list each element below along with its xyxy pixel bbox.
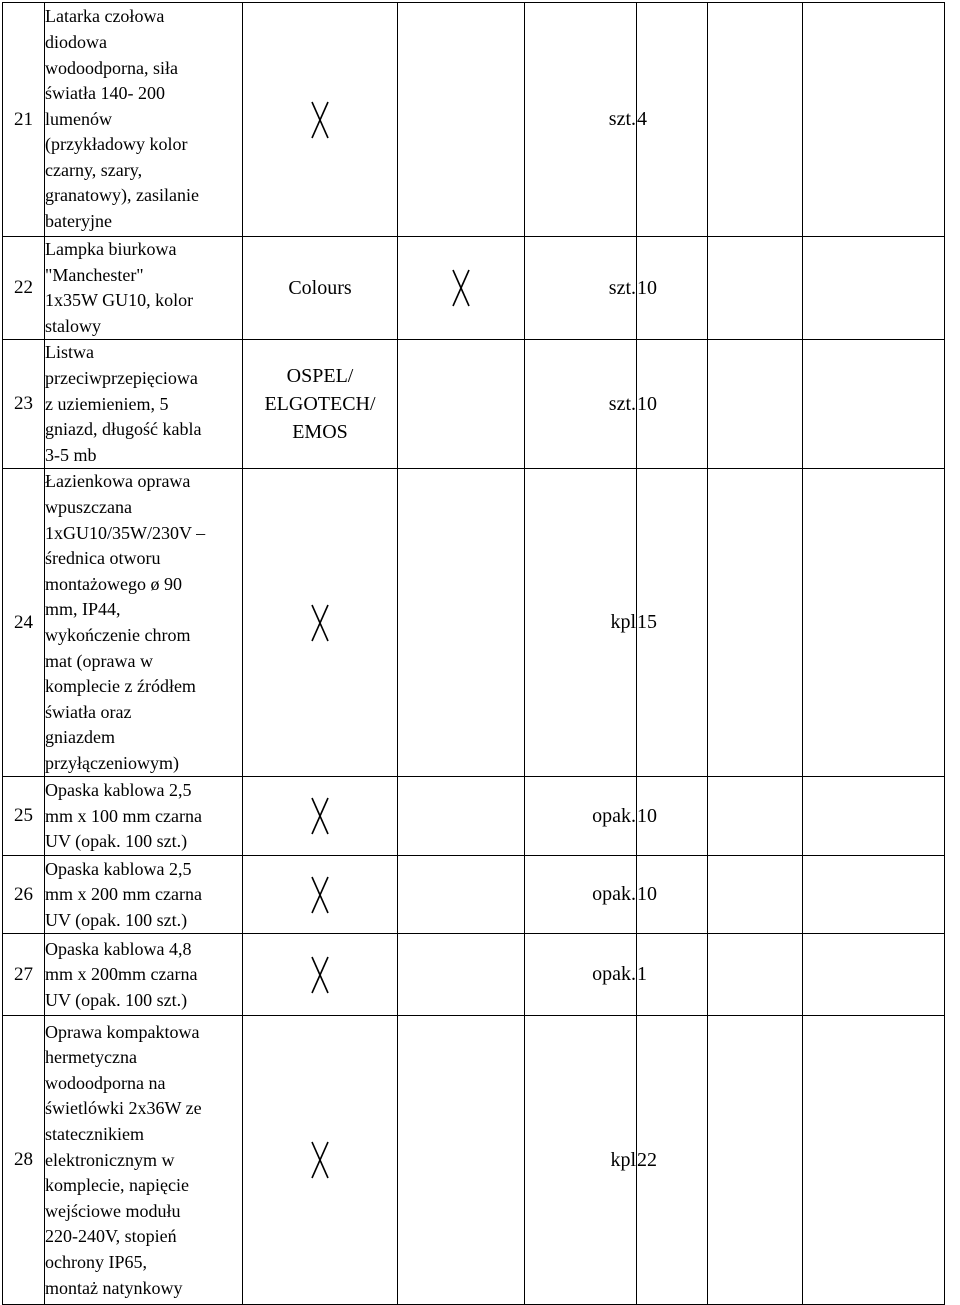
row-number: 24 xyxy=(3,469,45,777)
table-row xyxy=(3,1016,945,1305)
item-description: Opaska kablowa 2,5 mm x 200 mm czarna UV (opak. 100 szt.) xyxy=(45,858,202,930)
table-body xyxy=(3,3,945,1305)
model-cell xyxy=(398,934,525,1016)
item-description-cell xyxy=(45,777,243,856)
quantity: 22 xyxy=(637,1016,708,1305)
brand-cell xyxy=(243,934,398,1016)
model-cell xyxy=(398,469,525,777)
cross-mark-icon xyxy=(310,1141,330,1179)
item-description: Opaska kablowa 4,8 mm x 200mm czarna UV (opak. 100 szt.) xyxy=(45,938,198,1010)
total-value-cell xyxy=(803,3,945,237)
item-description: Latarka czołowa diodowa wodoodporna, siła światła 140- 200 lumenów (przykładowy kolor czarny, szary, granatowy), zasilanie bateryjne xyxy=(45,6,199,232)
unit-price-cell xyxy=(708,1016,803,1305)
total-value-cell xyxy=(803,777,945,856)
unit-price-cell xyxy=(708,777,803,856)
unit-of-measure: opak. xyxy=(525,934,637,1016)
unit-of-measure: szt. xyxy=(525,3,637,237)
unit-of-measure: kpl xyxy=(525,469,637,777)
row-number: 22 xyxy=(3,237,45,340)
brand-name: OSPEL/ ELGOTECH/ EMOS xyxy=(264,365,376,444)
brand-cell xyxy=(243,340,398,469)
model-cell xyxy=(398,856,525,934)
specification-table xyxy=(2,2,945,1305)
cross-mark-icon xyxy=(310,604,330,642)
brand-cell xyxy=(243,3,398,237)
total-value-cell xyxy=(803,469,945,777)
quantity: 10 xyxy=(637,856,708,934)
item-description-cell xyxy=(45,934,243,1016)
item-description: Listwa przeciwprzepięciowa z uziemieniem, 5 gniazd, długość kabla 3-5 mb xyxy=(45,342,202,465)
model-cell xyxy=(398,237,525,340)
unit-price-cell xyxy=(708,469,803,777)
unit-price-cell xyxy=(708,856,803,934)
total-value-cell xyxy=(803,237,945,340)
item-description: Oprawa kompaktowa hermetyczna wodoodporna na świetlówki 2x36W ze statecznikiem elektronicznym w komplecie, napięcie wejściowe modułu 220-240V, stopień ochrony IP65, montaż natynkowy xyxy=(45,1021,202,1298)
row-number: 28 xyxy=(3,1016,45,1305)
item-description-cell xyxy=(45,237,243,340)
row-number: 25 xyxy=(3,777,45,856)
quantity: 10 xyxy=(637,340,708,469)
quantity: 10 xyxy=(637,777,708,856)
item-description: Łazienkowa oprawa wpuszczana 1xGU10/35W/230V – średnica otworu montażowego ø 90 mm, IP44, wykończenie chrom mat (oprawa w komplecie z źródłem światła oraz gniazdem przyłączeniowym) xyxy=(45,471,206,773)
total-value-cell xyxy=(803,1016,945,1305)
row-number: 26 xyxy=(3,856,45,934)
quantity: 4 xyxy=(637,3,708,237)
row-number: 27 xyxy=(3,934,45,1016)
unit-price-cell xyxy=(708,340,803,469)
item-description-cell xyxy=(45,1016,243,1305)
unit-of-measure: opak. xyxy=(525,856,637,934)
item-description-cell xyxy=(45,340,243,469)
quantity: 10 xyxy=(637,237,708,340)
row-number: 21 xyxy=(3,3,45,237)
model-cell xyxy=(398,340,525,469)
brand-cell xyxy=(243,856,398,934)
item-description: Lampka biurkowa "Manchester" 1x35W GU10, kolor stalowy xyxy=(45,239,194,336)
cross-mark-icon xyxy=(310,101,330,139)
quantity: 1 xyxy=(637,934,708,1016)
table-row xyxy=(3,3,945,237)
unit-of-measure: opak. xyxy=(525,777,637,856)
brand-cell xyxy=(243,237,398,340)
model-cell xyxy=(398,777,525,856)
total-value-cell xyxy=(803,934,945,1016)
unit-of-measure: szt. xyxy=(525,237,637,340)
item-description-cell xyxy=(45,3,243,237)
row-number: 23 xyxy=(3,340,45,469)
quantity: 15 xyxy=(637,469,708,777)
item-description: Opaska kablowa 2,5 mm x 100 mm czarna UV (opak. 100 szt.) xyxy=(45,780,202,852)
table-row xyxy=(3,856,945,934)
cross-mark-icon xyxy=(310,876,330,914)
unit-of-measure: szt. xyxy=(525,340,637,469)
brand-cell xyxy=(243,469,398,777)
unit-price-cell xyxy=(708,934,803,1016)
item-description-cell xyxy=(45,469,243,777)
table-row xyxy=(3,777,945,856)
brand-cell xyxy=(243,777,398,856)
unit-price-cell xyxy=(708,237,803,340)
total-value-cell xyxy=(803,340,945,469)
table-row xyxy=(3,934,945,1016)
brand-cell xyxy=(243,1016,398,1305)
cross-mark-icon xyxy=(451,269,471,307)
table-row xyxy=(3,237,945,340)
cross-mark-icon xyxy=(310,797,330,835)
model-cell xyxy=(398,3,525,237)
model-cell xyxy=(398,1016,525,1305)
total-value-cell xyxy=(803,856,945,934)
unit-of-measure: kpl xyxy=(525,1016,637,1305)
cross-mark-icon xyxy=(310,956,330,994)
table-row xyxy=(3,340,945,469)
brand-name: Colours xyxy=(288,277,352,300)
unit-price-cell xyxy=(708,3,803,237)
item-description-cell xyxy=(45,856,243,934)
table-row xyxy=(3,469,945,777)
